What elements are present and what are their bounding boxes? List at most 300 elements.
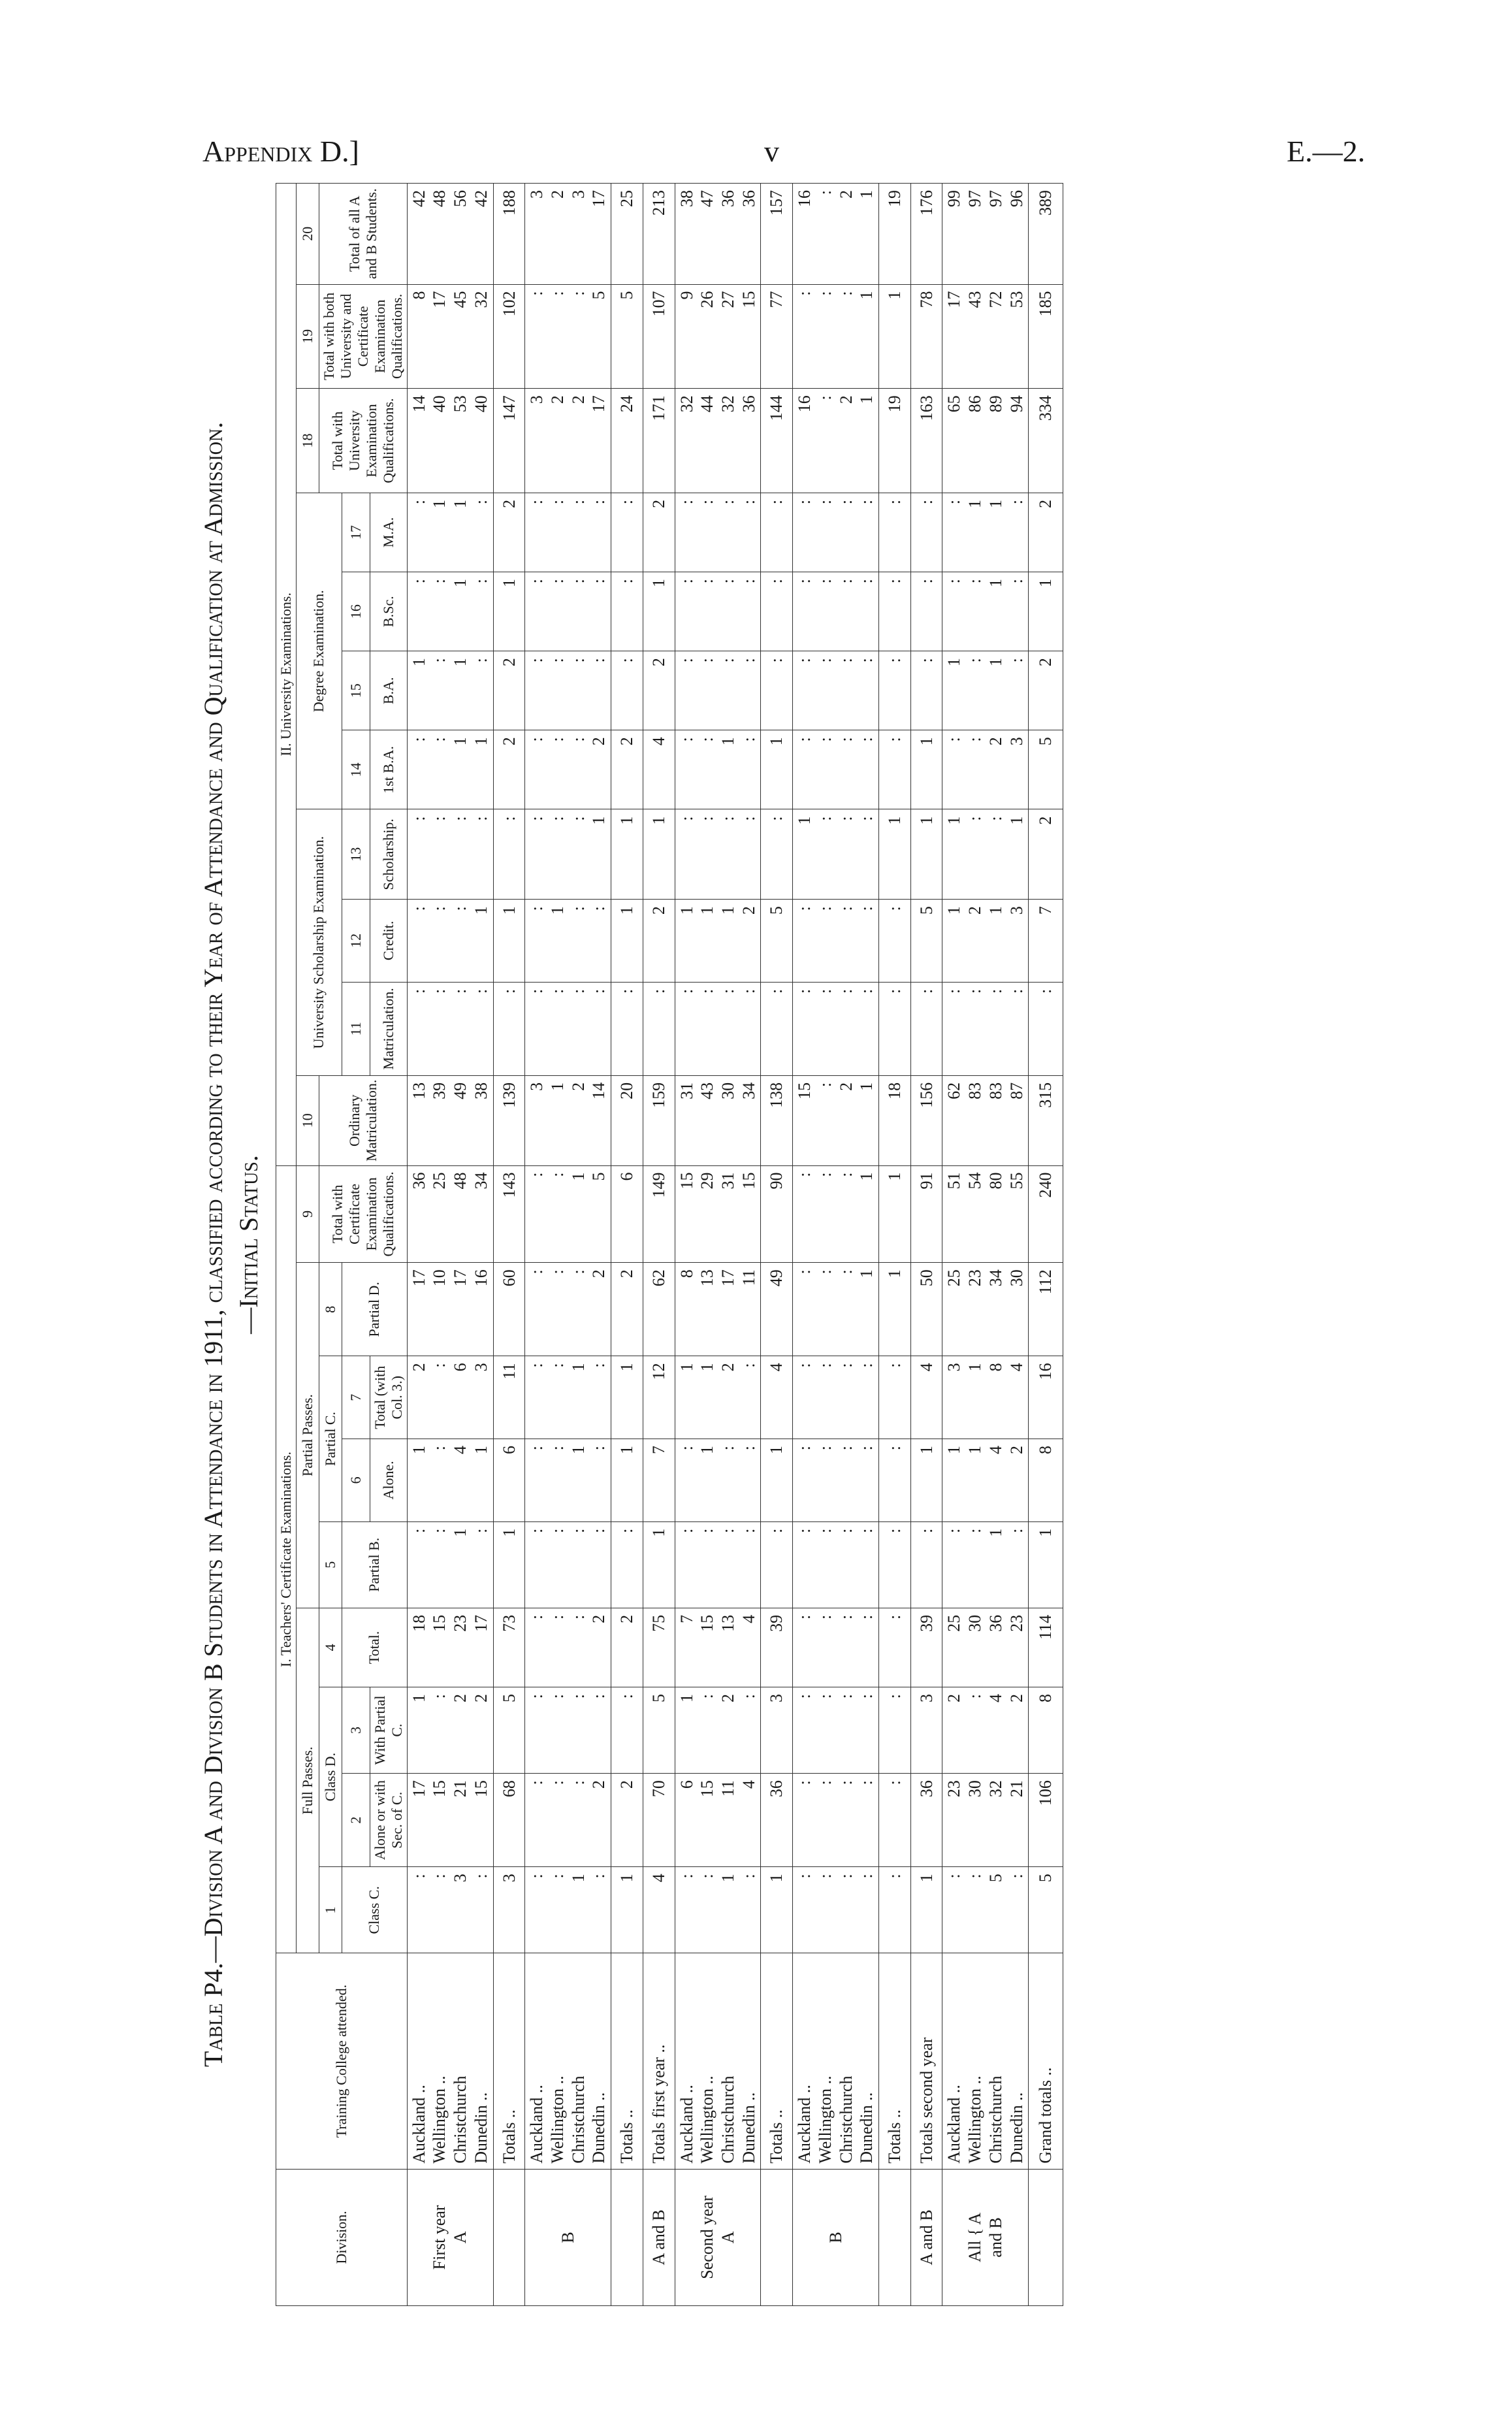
- value-cell-col-18: 24: [611, 389, 643, 493]
- value-cell-col-13: 1: [879, 809, 911, 900]
- value-cell-col-11: :: [643, 982, 675, 1075]
- table-row: [525, 184, 611, 2306]
- value-cell-col-15: : : : :: [793, 651, 879, 730]
- value-cell-col-12: 1 2 1 3: [942, 900, 1029, 983]
- value-cell-col-6: 6: [493, 1439, 525, 1522]
- value-cell-col-9: 6: [611, 1165, 643, 1263]
- value-cell-col-6: 7: [643, 1439, 675, 1522]
- value-cell-col-2: 70: [643, 1774, 675, 1867]
- value-cell-col-1: : : 5 :: [942, 1867, 1029, 1953]
- value-cell-col-4: 39: [761, 1608, 793, 1687]
- value-cell-col-4: 73: [493, 1608, 525, 1687]
- value-cell-col-11: : : : :: [793, 982, 879, 1075]
- value-cell-col-1: 1: [761, 1867, 793, 1953]
- scholarship-header: Scholarship.: [370, 809, 407, 900]
- value-cell-col-12: 1: [611, 900, 643, 983]
- value-cell-col-10: 15 : 2 1: [793, 1075, 879, 1165]
- value-cell-col-11: :: [879, 982, 911, 1075]
- table-caption: [196, 183, 266, 2306]
- value-cell-col-1: :: [879, 1867, 911, 1953]
- value-cell-col-18: 19: [879, 389, 911, 493]
- value-cell-col-10: 156: [910, 1075, 942, 1165]
- value-cell-col-19: 185: [1029, 284, 1063, 389]
- division-cell: [1029, 2169, 1063, 2305]
- value-cell-col-7: : : 1 :: [525, 1356, 611, 1439]
- table-row: [942, 184, 1029, 2306]
- value-cell-col-8: 25 23 34 30: [942, 1263, 1029, 1356]
- value-cell-col-14: : : : 2: [525, 730, 611, 809]
- value-cell-col-13: 1: [611, 809, 643, 900]
- value-cell-col-6: 1: [910, 1439, 942, 1522]
- value-cell-col-2: 68: [493, 1774, 525, 1867]
- value-cell-col-5: :: [611, 1521, 643, 1608]
- value-cell-col-13: :: [493, 809, 525, 900]
- value-cell-col-5: : : 1 :: [407, 1521, 493, 1608]
- value-cell-col-3: 8: [1029, 1687, 1063, 1773]
- value-cell-col-5: : : : :: [675, 1521, 761, 1608]
- total-header: Total.: [342, 1608, 407, 1687]
- value-cell-col-14: 1: [910, 730, 942, 809]
- value-cell-col-3: : : : :: [525, 1687, 611, 1773]
- value-cell-col-7: 3 1 8 4: [942, 1356, 1029, 1439]
- value-cell-col-2: 6 15 11 4: [675, 1774, 761, 1867]
- value-cell-col-15: 2: [1029, 651, 1063, 730]
- value-cell-col-4: : : : :: [793, 1608, 879, 1687]
- value-cell-col-1: : : 1 :: [525, 1867, 611, 1953]
- value-cell-col-12: :: [879, 900, 911, 983]
- division-cell: [879, 2169, 911, 2305]
- value-cell-col-8: 8 13 17 11: [675, 1263, 761, 1356]
- division-header: Division.: [276, 2169, 408, 2305]
- value-cell-col-20: 42 48 56 42: [407, 184, 493, 285]
- value-cell-col-19: 17 43 72 53: [942, 284, 1029, 389]
- value-cell-col-8: : : : 1: [793, 1263, 879, 1356]
- value-cell-col-18: 65 86 89 94: [942, 389, 1029, 493]
- value-cell-col-12: 1 1 1 2: [675, 900, 761, 983]
- col-number-2: 2: [342, 1774, 370, 1867]
- value-cell-col-20: 25: [611, 184, 643, 285]
- value-cell-col-13: 1: [643, 809, 675, 900]
- value-cell-col-4: 39: [910, 1608, 942, 1687]
- page-header-right: E.—2.: [1287, 135, 1366, 168]
- value-cell-col-2: 106: [1029, 1774, 1063, 1867]
- value-cell-col-16: 1: [1029, 572, 1063, 651]
- col-number-10: 10: [296, 1075, 319, 1165]
- col-number-8: 8: [319, 1263, 342, 1356]
- value-cell-col-17: 2: [493, 493, 525, 572]
- value-cell-col-11: :: [611, 982, 643, 1075]
- value-cell-col-10: 315: [1029, 1075, 1063, 1165]
- value-cell-col-7: 4: [910, 1356, 942, 1439]
- value-cell-col-8: 17 10 17 16: [407, 1263, 493, 1356]
- value-cell-col-16: : : : :: [793, 572, 879, 651]
- value-cell-col-4: 25 30 36 23: [942, 1608, 1029, 1687]
- value-cell-col-12: : : : 1: [407, 900, 493, 983]
- division-cell: [493, 2169, 525, 2305]
- value-cell-col-5: 1: [643, 1521, 675, 1608]
- table-row: [1029, 184, 1063, 2306]
- college-header: Training College attended.: [276, 1953, 408, 2169]
- col-number-15: 15: [342, 651, 370, 730]
- value-cell-col-14: : : 1 1: [407, 730, 493, 809]
- value-cell-col-4: 75: [643, 1608, 675, 1687]
- value-cell-col-11: : : : :: [675, 982, 761, 1075]
- value-cell-col-19: 8 17 45 32: [407, 284, 493, 389]
- value-cell-col-13: 1: [910, 809, 942, 900]
- class-c-header: Class C.: [342, 1867, 407, 1953]
- col-number-3: 3: [342, 1687, 370, 1773]
- value-cell-col-7: 1: [611, 1356, 643, 1439]
- value-cell-col-15: 1 : 1 :: [407, 651, 493, 730]
- value-cell-col-11: : : : :: [942, 982, 1029, 1075]
- value-cell-col-9: 36 25 48 34: [407, 1165, 493, 1263]
- value-cell-col-5: :: [761, 1521, 793, 1608]
- value-cell-col-8: : : : 2: [525, 1263, 611, 1356]
- table-label: Table P4.: [199, 1962, 228, 2068]
- value-cell-col-17: 2: [643, 493, 675, 572]
- value-cell-col-20: 188: [493, 184, 525, 285]
- value-cell-col-4: 7 15 13 4: [675, 1608, 761, 1687]
- alone-header: Alone.: [370, 1439, 407, 1522]
- value-cell-col-19: 77: [761, 284, 793, 389]
- value-cell-col-1: 4: [643, 1867, 675, 1953]
- value-cell-col-6: 1: [761, 1439, 793, 1522]
- value-cell-col-5: : : 1 :: [942, 1521, 1029, 1608]
- value-cell-col-18: 16 : 2 1: [793, 389, 879, 493]
- value-cell-col-6: : 1 : :: [675, 1439, 761, 1522]
- table-subtitle: —Initial Status.: [234, 1155, 263, 1334]
- division-cell: B: [525, 2169, 611, 2305]
- value-cell-col-14: : : 1 :: [675, 730, 761, 809]
- value-cell-col-7: 11: [493, 1356, 525, 1439]
- value-cell-col-8: 62: [643, 1263, 675, 1356]
- table-row: [643, 184, 675, 2306]
- value-cell-col-11: :: [1029, 982, 1063, 1075]
- value-cell-col-15: 2: [643, 651, 675, 730]
- college-cell: Auckland .. Wellington .. Christchurch Dunedin ..: [525, 1953, 611, 2169]
- division-cell: A and B: [643, 2169, 675, 2305]
- value-cell-col-10: 138: [761, 1075, 793, 1165]
- value-cell-col-17: : : : :: [525, 493, 611, 572]
- value-cell-col-8: 50: [910, 1263, 942, 1356]
- value-cell-col-17: :: [910, 493, 942, 572]
- value-cell-col-17: : 1 1 :: [942, 493, 1029, 572]
- value-cell-col-9: 240: [1029, 1165, 1063, 1263]
- value-cell-col-9: 149: [643, 1165, 675, 1263]
- value-cell-col-12: 7: [1029, 900, 1063, 983]
- col-number-19: 19: [296, 284, 319, 389]
- value-cell-col-16: :: [611, 572, 643, 651]
- value-cell-col-19: 1: [879, 284, 911, 389]
- table-row: [761, 184, 793, 2306]
- value-cell-col-7: 12: [643, 1356, 675, 1439]
- value-cell-col-10: 20: [611, 1075, 643, 1165]
- value-cell-col-19: 102: [493, 284, 525, 389]
- division-cell: [761, 2169, 793, 2305]
- division-cell: A and B: [910, 2169, 942, 2305]
- value-cell-col-4: 18 15 23 17: [407, 1608, 493, 1687]
- page-number: v: [764, 135, 779, 168]
- value-cell-col-9: : : : 1: [793, 1165, 879, 1263]
- value-cell-col-16: 1: [643, 572, 675, 651]
- value-cell-col-5: :: [879, 1521, 911, 1608]
- value-cell-col-15: :: [910, 651, 942, 730]
- value-cell-col-16: : : : :: [525, 572, 611, 651]
- value-cell-col-16: :: [879, 572, 911, 651]
- degree-header: Degree Examination.: [296, 493, 342, 809]
- value-cell-col-17: :: [611, 493, 643, 572]
- value-cell-col-1: 3: [493, 1867, 525, 1953]
- table-row: [407, 184, 493, 2306]
- col-number-9: 9: [296, 1165, 319, 1263]
- value-cell-col-8: 49: [761, 1263, 793, 1356]
- value-cell-col-10: 31 43 30 34: [675, 1075, 761, 1165]
- value-cell-col-16: 1: [493, 572, 525, 651]
- value-cell-col-15: :: [879, 651, 911, 730]
- col-number-12: 12: [342, 900, 370, 983]
- value-cell-col-9: 15 29 31 15: [675, 1165, 761, 1263]
- total-both-header: Total with both University and Certificate Examination Qualifications.: [319, 284, 407, 389]
- partial-d-header: Partial D.: [342, 1263, 407, 1356]
- value-cell-col-1: : : 3 :: [407, 1867, 493, 1953]
- value-cell-col-5: 1: [1029, 1521, 1063, 1608]
- value-cell-col-3: 2 : 4 2: [942, 1687, 1029, 1773]
- value-cell-col-3: 1 : 2 2: [407, 1687, 493, 1773]
- col-number-7: 7: [342, 1356, 370, 1439]
- value-cell-col-6: :: [879, 1439, 911, 1522]
- value-cell-col-20: 19: [879, 184, 911, 285]
- value-cell-col-10: 18: [879, 1075, 911, 1165]
- value-cell-col-2: 23 30 32 21: [942, 1774, 1029, 1867]
- full-passes-header: Full Passes.: [296, 1608, 319, 1953]
- value-cell-col-16: : : : :: [675, 572, 761, 651]
- value-cell-col-10: 13 39 49 38: [407, 1075, 493, 1165]
- value-cell-col-8: 60: [493, 1263, 525, 1356]
- value-cell-col-15: :: [611, 651, 643, 730]
- table-row: [793, 184, 879, 2306]
- value-cell-col-20: 176: [910, 184, 942, 285]
- value-cell-col-7: 4: [761, 1356, 793, 1439]
- value-cell-col-18: 14 40 53 40: [407, 389, 493, 493]
- value-cell-col-7: 1 1 2 :: [675, 1356, 761, 1439]
- value-cell-col-13: 2: [1029, 809, 1063, 900]
- value-cell-col-4: 114: [1029, 1608, 1063, 1687]
- value-cell-col-10: 139: [493, 1075, 525, 1165]
- value-cell-col-8: 112: [1029, 1263, 1063, 1356]
- value-cell-col-16: :: [910, 572, 942, 651]
- value-cell-col-7: 16: [1029, 1356, 1063, 1439]
- partial-passes-header: Partial Passes.: [296, 1263, 319, 1608]
- value-cell-col-13: 1 : : :: [793, 809, 879, 900]
- division-cell: B: [793, 2169, 879, 2305]
- value-cell-col-5: : : : :: [525, 1521, 611, 1608]
- value-cell-col-9: 90: [761, 1165, 793, 1263]
- value-cell-col-11: :: [493, 982, 525, 1075]
- value-cell-col-8: 1: [879, 1263, 911, 1356]
- value-cell-col-3: 5: [493, 1687, 525, 1773]
- college-cell: Auckland .. Wellington .. Christchurch Dunedin ..: [407, 1953, 493, 2169]
- value-cell-col-7: : : : :: [793, 1356, 879, 1439]
- credit-header: Credit.: [370, 900, 407, 983]
- col-number-5: 5: [319, 1521, 342, 1608]
- value-cell-col-9: 51 54 80 55: [942, 1165, 1029, 1263]
- value-cell-col-3: 3: [910, 1687, 942, 1773]
- value-cell-col-3: : : : :: [793, 1687, 879, 1773]
- value-cell-col-3: 1 : 2 :: [675, 1687, 761, 1773]
- value-cell-col-14: : : : :: [793, 730, 879, 809]
- value-cell-col-17: : 1 1 :: [407, 493, 493, 572]
- value-cell-col-20: 213: [643, 184, 675, 285]
- value-cell-col-14: : : 2 3: [942, 730, 1029, 809]
- value-cell-col-18: 32 44 32 36: [675, 389, 761, 493]
- value-cell-col-19: 5: [611, 284, 643, 389]
- value-cell-col-3: :: [879, 1687, 911, 1773]
- value-cell-col-16: :: [761, 572, 793, 651]
- value-cell-col-9: 1: [879, 1165, 911, 1263]
- value-cell-col-17: :: [761, 493, 793, 572]
- value-cell-col-4: 2: [611, 1608, 643, 1687]
- value-cell-col-13: : : : :: [675, 809, 761, 900]
- alone-sec-header: Alone or with Sec. of C.: [370, 1774, 407, 1867]
- value-cell-col-18: 147: [493, 389, 525, 493]
- value-cell-col-4: :: [879, 1608, 911, 1687]
- scholarship-exam-header: University Scholarship Examination.: [296, 809, 342, 1075]
- data-table: [276, 183, 1063, 2306]
- division-cell: First year A: [407, 2169, 493, 2305]
- value-cell-col-18: 163: [910, 389, 942, 493]
- value-cell-col-12: : : : :: [793, 900, 879, 983]
- college-cell: Totals second year: [910, 1953, 942, 2169]
- value-cell-col-19: 107: [643, 284, 675, 389]
- division-cell: All { A and B: [942, 2169, 1029, 2305]
- value-cell-col-20: 38 47 36 36: [675, 184, 761, 285]
- value-cell-col-2: : : : :: [793, 1774, 879, 1867]
- value-cell-col-17: 2: [1029, 493, 1063, 572]
- value-cell-col-10: 3 1 2 14: [525, 1075, 611, 1165]
- value-cell-col-18: 3 2 2 17: [525, 389, 611, 493]
- value-cell-col-5: 1: [493, 1521, 525, 1608]
- college-cell: Totals ..: [493, 1953, 525, 2169]
- university-header: II. University Examinations.: [276, 184, 297, 1166]
- total-cert-header: Total with Certificate Examination Qualifications.: [319, 1165, 407, 1263]
- value-cell-col-5: : : : :: [793, 1521, 879, 1608]
- college-cell: Auckland .. Wellington .. Christchurch Dunedin ..: [793, 1953, 879, 2169]
- with-partial-c-header: With Partial C.: [370, 1687, 407, 1773]
- value-cell-col-13: :: [761, 809, 793, 900]
- col-number-20: 20: [296, 184, 319, 285]
- value-cell-col-16: : : 1 :: [942, 572, 1029, 651]
- value-cell-col-3: 5: [643, 1687, 675, 1773]
- col-number-4: 4: [319, 1608, 342, 1687]
- value-cell-col-11: :: [910, 982, 942, 1075]
- value-cell-col-18: 144: [761, 389, 793, 493]
- value-cell-col-8: 2: [611, 1263, 643, 1356]
- value-cell-col-1: 1: [611, 1867, 643, 1953]
- value-cell-col-12: 1: [493, 900, 525, 983]
- value-cell-col-9: 143: [493, 1165, 525, 1263]
- value-cell-col-18: 334: [1029, 389, 1063, 493]
- value-cell-col-15: 2: [493, 651, 525, 730]
- value-cell-col-20: 16 : 2 1: [793, 184, 879, 285]
- value-cell-col-17: :: [879, 493, 911, 572]
- division-cell: [611, 2169, 643, 2305]
- value-cell-col-14: 2: [493, 730, 525, 809]
- value-cell-col-14: 4: [643, 730, 675, 809]
- col-number-6: 6: [342, 1439, 370, 1522]
- value-cell-col-6: 8: [1029, 1439, 1063, 1522]
- value-cell-col-19: 9 26 27 15: [675, 284, 761, 389]
- col-number-18: 18: [296, 389, 319, 493]
- value-cell-col-18: 171: [643, 389, 675, 493]
- first-ba-header: 1st B.A.: [370, 730, 407, 809]
- value-cell-col-7: :: [879, 1356, 911, 1439]
- value-cell-col-10: 159: [643, 1075, 675, 1165]
- table-body: [407, 184, 1063, 2306]
- value-cell-col-12: 5: [910, 900, 942, 983]
- table-row: [879, 184, 911, 2306]
- value-cell-col-15: :: [761, 651, 793, 730]
- table-row: [675, 184, 761, 2306]
- value-cell-col-20: 389: [1029, 184, 1063, 285]
- col-number-14: 14: [342, 730, 370, 809]
- value-cell-col-5: :: [910, 1521, 942, 1608]
- college-cell: Totals ..: [611, 1953, 643, 2169]
- value-cell-col-15: : : : :: [675, 651, 761, 730]
- value-cell-col-2: 36: [761, 1774, 793, 1867]
- value-cell-col-6: : : 1 :: [525, 1439, 611, 1522]
- value-cell-col-16: : : 1 :: [407, 572, 493, 651]
- value-cell-col-14: 5: [1029, 730, 1063, 809]
- value-cell-col-20: 157: [761, 184, 793, 285]
- value-cell-col-13: 1 : : 1: [942, 809, 1029, 900]
- value-cell-col-2: 2: [611, 1774, 643, 1867]
- value-cell-col-7: 2 : 6 3: [407, 1356, 493, 1439]
- table-title: —Division A and Division B Students in Attendance in 1911, classified according to their Year of Attendance and Qualification at Admission.: [199, 421, 228, 1963]
- value-cell-col-14: 1: [761, 730, 793, 809]
- ma-header: M.A.: [370, 493, 407, 572]
- value-cell-col-11: :: [761, 982, 793, 1075]
- college-cell: Totals ..: [761, 1953, 793, 2169]
- value-cell-col-2: : : : 2: [525, 1774, 611, 1867]
- matriculation-header: Matriculation.: [370, 982, 407, 1075]
- value-cell-col-17: : : : :: [793, 493, 879, 572]
- value-cell-col-14: :: [879, 730, 911, 809]
- value-cell-col-2: :: [879, 1774, 911, 1867]
- value-cell-col-1: 1: [910, 1867, 942, 1953]
- col-number-11: 11: [342, 982, 370, 1075]
- value-cell-col-12: 5: [761, 900, 793, 983]
- page-header-left: Appendix D.]: [202, 135, 359, 168]
- value-cell-col-3: 3: [761, 1687, 793, 1773]
- value-cell-col-4: : : : 2: [525, 1608, 611, 1687]
- value-cell-col-3: :: [611, 1687, 643, 1773]
- value-cell-col-11: : : : :: [525, 982, 611, 1075]
- col-number-16: 16: [342, 572, 370, 651]
- value-cell-col-20: 99 97 97 96: [942, 184, 1029, 285]
- college-cell: Totals ..: [879, 1953, 911, 2169]
- value-cell-col-14: 2: [611, 730, 643, 809]
- value-cell-col-20: 3 2 3 17: [525, 184, 611, 285]
- value-cell-col-12: : 1 : :: [525, 900, 611, 983]
- total-all-header: Total of all A and B Students.: [319, 184, 407, 285]
- value-cell-col-19: : : : 1: [793, 284, 879, 389]
- college-cell: Grand totals ..: [1029, 1953, 1063, 2169]
- value-cell-col-19: 78: [910, 284, 942, 389]
- col-number-17: 17: [342, 493, 370, 572]
- value-cell-col-2: 17 15 21 15: [407, 1774, 493, 1867]
- value-cell-col-9: 91: [910, 1165, 942, 1263]
- value-cell-col-15: 1 : 1 :: [942, 651, 1029, 730]
